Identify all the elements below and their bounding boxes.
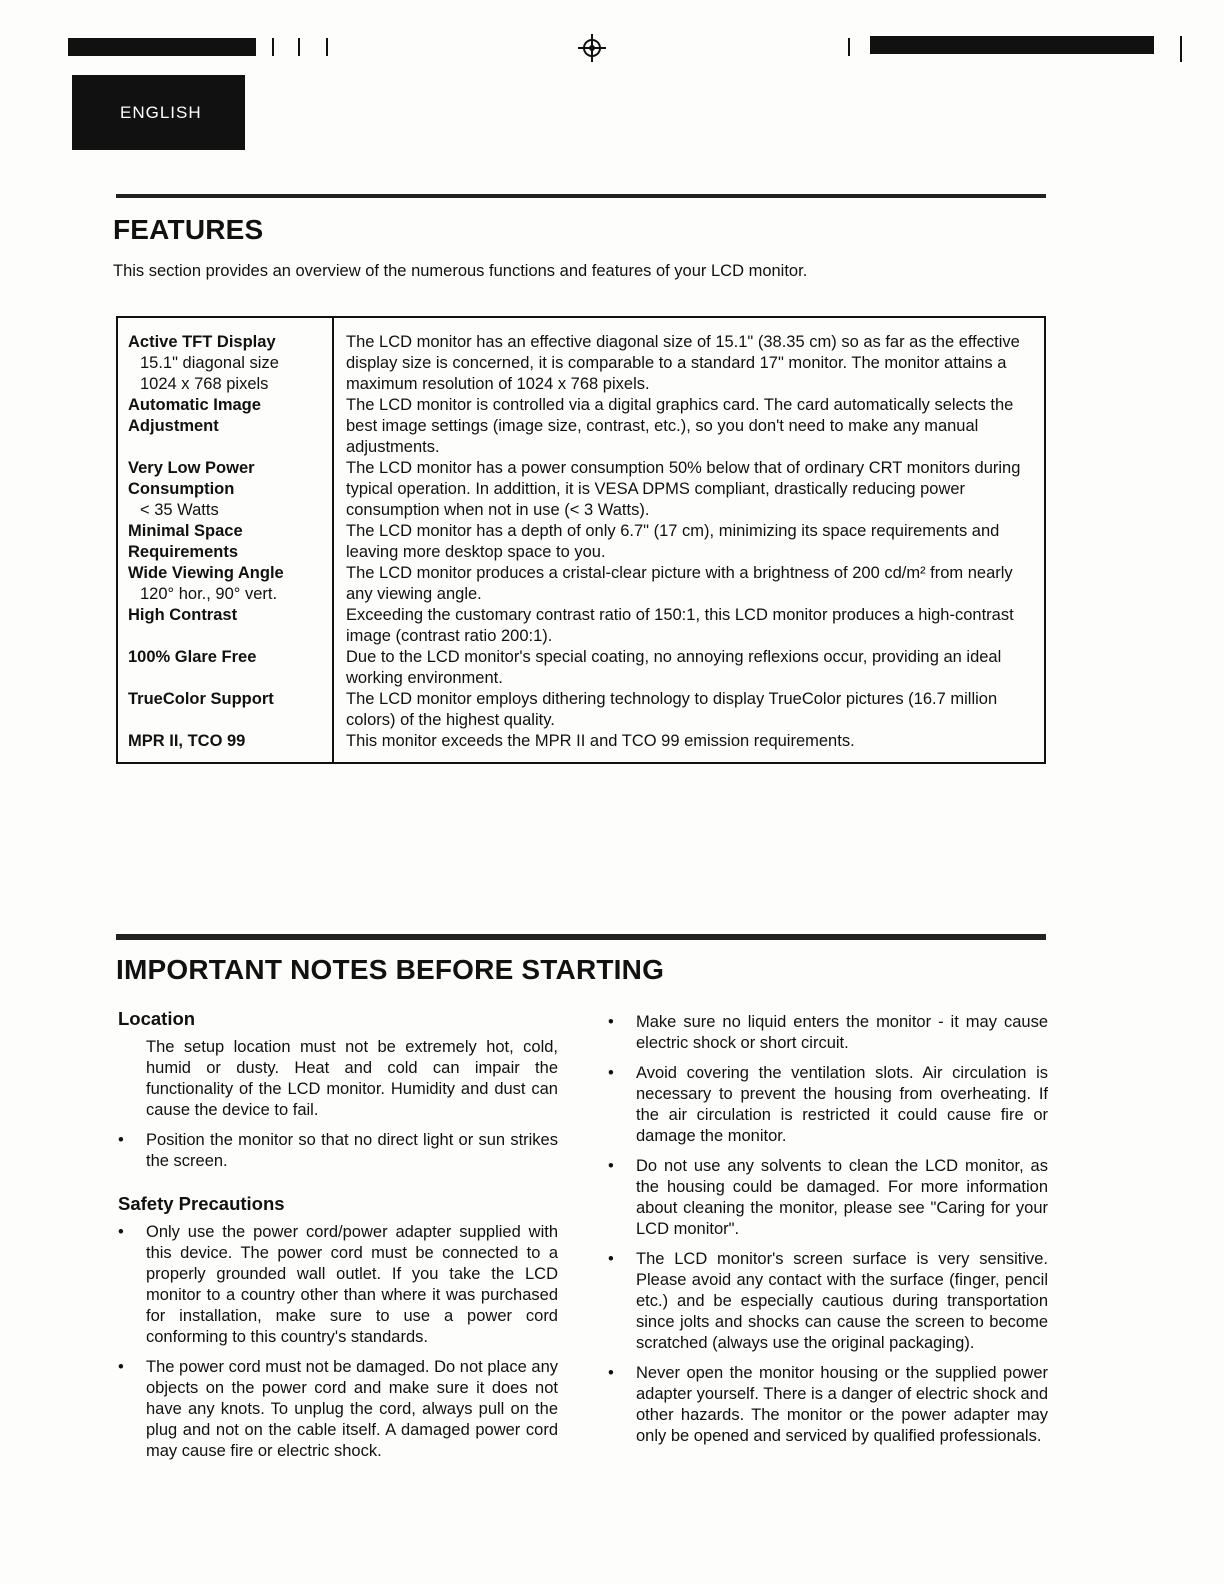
section-rule (116, 194, 1046, 198)
table-row (117, 395, 1045, 458)
language-label: ENGLISH (120, 102, 202, 122)
feature-name: TrueColor Support (128, 690, 274, 708)
feature-name: High Contrast (128, 606, 238, 624)
notes-title: IMPORTANT NOTES BEFORE STARTING (116, 954, 665, 985)
bullet-icon: • (608, 1013, 614, 1031)
table-row (117, 317, 1045, 395)
feature-name: 100% Glare Free (128, 648, 257, 666)
feature-spec: 1024 x 768 pixels (140, 375, 269, 393)
table-row (117, 605, 1045, 647)
list-item (608, 1249, 1048, 1354)
feature-label-cell (117, 521, 333, 563)
feature-label-cell (117, 317, 333, 395)
table-row (117, 563, 1045, 605)
right-bullets (608, 1012, 1048, 1447)
feature-name: Active TFT Display (128, 333, 276, 351)
feature-label-cell (117, 731, 333, 763)
registration-tick (1180, 36, 1182, 62)
registration-tick (298, 38, 300, 56)
list-item-text: Never open the monitor housing or the supplied power adapter yourself. There is a danger of electric shock and other hazards. The monitor or the power adapter may only be opened and serviced by qualified professionals. (636, 1364, 1048, 1445)
location-bullets (118, 1130, 558, 1172)
feature-name: Automatic Image Adjustment (128, 396, 261, 435)
feature-description: Exceeding the customary contrast ratio of 150:1, this LCD monitor produces a high-contrast image (contrast ratio 200:1). (346, 606, 1014, 645)
list-item (608, 1012, 1048, 1054)
table-row (117, 689, 1045, 731)
table-row (117, 731, 1045, 763)
feature-label-cell (117, 395, 333, 458)
location-heading: Location (118, 1008, 196, 1029)
feature-label-cell (117, 458, 333, 521)
bullet-icon: • (118, 1131, 124, 1149)
location-intro: The setup location must not be extremely hot, cold, humid or dusty. Heat and cold can impair the functionality of the LCD monitor. Humidity and dust can cause the device to fail. (146, 1038, 558, 1119)
bullet-icon: • (118, 1358, 124, 1376)
feature-description: The LCD monitor has a depth of only 6.7" (17 cm), minimizing its space requirements and leaving more desktop space to you. (346, 522, 1000, 561)
registration-bar-left (68, 38, 256, 56)
feature-description: Due to the LCD monitor's special coating, no annoying reflexions occur, providing an ideal working environment. (346, 648, 1002, 687)
language-tab (72, 75, 245, 150)
table-row (117, 647, 1045, 689)
feature-description: The LCD monitor is controlled via a digital graphics card. The card automatically selects the best image settings (image size, contrast, etc.), so you don't need to make any manual adjustments. (346, 396, 1014, 456)
bullet-icon: • (118, 1223, 124, 1241)
list-item-text: Position the monitor so that no direct light or sun strikes the screen. (146, 1131, 558, 1170)
feature-description: The LCD monitor has an effective diagonal size of 15.1" (38.35 cm) so as far as the effective display size is concerned, it is comparable to a standard 17" monitor. The monitor attains a maximum resolution of 1024 x 768 pixels. (346, 333, 1020, 393)
notes-right-column (608, 1012, 1048, 1456)
feature-label-cell (117, 563, 333, 605)
feature-spec: 15.1" diagonal size (140, 354, 279, 372)
feature-label-cell (117, 647, 333, 689)
list-item-text: Only use the power cord/power adapter supplied with this device. The power cord must be connected to a properly grounded wall outlet. If you take the LCD monitor to a country other than where it was purchased for installation, make sure to use a power cord conforming to this country's standards. (146, 1223, 558, 1346)
crosshair-icon (578, 34, 606, 62)
safety-bullets (118, 1222, 558, 1462)
bullet-icon: • (608, 1157, 614, 1175)
list-item-text: The LCD monitor's screen surface is very sensitive. Please avoid any contact with the surface (finger, pencil etc.) and be especially cautious during transportation since jolts and shocks can cause the screen to become scratched (always use the original packaging). (636, 1250, 1048, 1352)
list-item-text: Do not use any solvents to clean the LCD monitor, as the housing could be damaged. For more information about cleaning the monitor, please see "Caring for your LCD monitor". (636, 1157, 1048, 1238)
bullet-icon: • (608, 1250, 614, 1268)
registration-bar-right (870, 36, 1154, 54)
section-rule (116, 934, 1046, 940)
feature-description: This monitor exceeds the MPR II and TCO 99 emission requirements. (346, 732, 855, 750)
notes-left-column (118, 1008, 558, 1471)
feature-name: MPR II, TCO 99 (128, 732, 246, 750)
bullet-icon: • (608, 1064, 614, 1082)
registration-tick (848, 38, 850, 56)
feature-description: The LCD monitor employs dithering technology to display TrueColor pictures (16.7 million colors) of the highest quality. (346, 690, 998, 729)
table-row (117, 521, 1045, 563)
list-item (608, 1363, 1048, 1447)
features-table (116, 316, 1046, 764)
feature-spec: < 35 Watts (140, 501, 219, 519)
list-item (118, 1222, 558, 1348)
feature-description: The LCD monitor produces a cristal-clear picture with a brightness of 200 cd/m² from nearly any viewing angle. (346, 564, 1013, 603)
list-item-text: The power cord must not be damaged. Do not place any objects on the power cord and make sure it does not have any knots. To unplug the cord, always pull on the plug and not on the cable itself. A damaged power cord may cause fire or electric shock. (146, 1358, 558, 1460)
features-intro: This section provides an overview of the numerous functions and features of your LCD monitor. (113, 262, 808, 280)
feature-name: Minimal Space Requirements (128, 522, 243, 561)
feature-name: Wide Viewing Angle (128, 564, 284, 582)
bullet-icon: • (608, 1364, 614, 1382)
list-item-text: Make sure no liquid enters the monitor - it may cause electric shock or short circuit. (636, 1013, 1048, 1052)
feature-name: Very Low Power Consumption (128, 459, 255, 498)
safety-heading: Safety Precautions (118, 1193, 285, 1214)
feature-label-cell (117, 605, 333, 647)
list-item (118, 1357, 558, 1462)
features-title: FEATURES (113, 214, 264, 245)
table-row (117, 458, 1045, 521)
list-item-text: Avoid covering the ventilation slots. Air circulation is necessary to prevent the housing from overheating. If the air circulation is restricted it could cause fire or damage the monitor. (636, 1064, 1048, 1145)
list-item (608, 1156, 1048, 1240)
feature-spec: 120° hor., 90° vert. (140, 585, 278, 603)
feature-label-cell (117, 689, 333, 731)
feature-description: The LCD monitor has a power consumption 50% below that of ordinary CRT monitors during typical operation. In addittion, it is VESA DPMS compliant, drastically reducing power consumption when not in use (< 3 Watts). (346, 459, 1021, 519)
list-item (118, 1130, 558, 1172)
list-item (608, 1063, 1048, 1147)
registration-tick (326, 38, 328, 56)
registration-tick (272, 38, 274, 56)
